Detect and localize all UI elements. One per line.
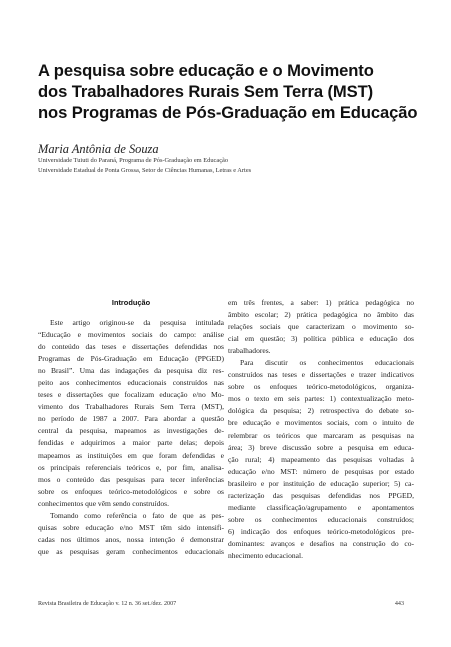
text-line: mediante classificação/agrupamento e apontamentos: [228, 502, 414, 512]
title-line: dos Trabalhadores Rurais Sem Terra (MST): [38, 82, 374, 101]
text-line: dominantes: avanços e desafios na construção do co-: [228, 538, 414, 548]
text-line: bre educação e movimentos sociais, com o intuito de: [228, 418, 414, 428]
text-line: mapeamos as instituições em que foram defendidas e: [38, 450, 224, 460]
text-line: sobre os conhecimentos educacionais construídos;: [228, 514, 414, 524]
text-line: racterização das pesquisas defendidas nos PPGED,: [228, 490, 414, 500]
text-line: construídos nas teses e dissertações e trazer indicativos: [228, 370, 414, 380]
text-line: vimento dos Trabalhadores Rurais Sem Terra (MST),: [38, 402, 224, 412]
text-line: 6) indicação dos enfoques teórico-metodológicos pre-: [228, 526, 414, 536]
text-line: do conteúdo das teses e dissertações defendidas nos: [38, 342, 224, 352]
text-line: no período de 1987 a 2007. Para abordar a questão: [38, 414, 224, 424]
text-line: no Brasil”. Uma das indagações da pesquisa diz res-: [38, 366, 224, 376]
text-line: os principais referenciais teóricos e, por fim, analisa-: [38, 462, 224, 472]
text-line: trabalhadores.: [228, 346, 271, 356]
body-column-left: [38, 297, 224, 558]
body-column-right: [228, 297, 414, 562]
text-line: brasileiro e por instituição de educação superior; 5) ca-: [228, 478, 414, 488]
text-line: dológica da pesquisa; 2) retrospectiva do debate so-: [228, 406, 414, 416]
text-line: conhecimentos que vêm sendo construídos.: [38, 498, 169, 508]
text-line: mos o conteúdo das pesquisas para tecer inferências: [38, 474, 224, 484]
text-line: relações sociais que caracterizam o movimento so-: [228, 322, 414, 332]
text-line: cial em questão; 3) política pública e educação dos: [228, 334, 414, 344]
text-line: cadas nos últimos anos, nossa intenção é demonstrar: [38, 534, 224, 544]
article-title: [38, 60, 428, 123]
section-heading: Introdução: [111, 298, 151, 307]
text-line: nhecimento educacional.: [228, 550, 304, 560]
text-line: sobre os enfoques teórico-metodológicos, organiza-: [228, 382, 414, 392]
text-line: quisas sobre educação e/no MST têm sido intensifi-: [38, 522, 224, 532]
text-line: mos o texto em seis partes: 1) contextualização meto-: [228, 394, 414, 404]
text-line: Este artigo originou-se da pesquisa intitulada: [50, 318, 224, 327]
journal-footer: Revista Brasileira de Educação v. 12 n. 36 set./dez. 2007: [38, 601, 177, 607]
text-line: ção rural; 4) mapeamento das pesquisas voltadas à: [228, 454, 414, 464]
title-line: A pesquisa sobre educação e o Movimento: [38, 61, 374, 80]
text-line: âmbito escolar; 2) prática pedagógica no âmbito das: [228, 310, 414, 320]
text-line: área; 3) breve discussão sobre a pesquisa em educa-: [228, 442, 414, 452]
text-line: Para discutir os conhecimentos educacionais: [240, 358, 414, 368]
page-number: 443: [394, 601, 404, 607]
text-line: em três frentes, a saber: 1) prática pedagógica no: [228, 298, 414, 307]
text-line: central da pesquisa, mapeamos as investigações de-: [38, 426, 224, 436]
text-line: teses e dissertações que focalizam educação e/no Mo-: [38, 390, 224, 400]
text-line: sobre os enfoques teórico-metodológicos e sobre os: [38, 486, 224, 496]
text-line: peito aos conhecimentos educacionais construídos nas: [38, 378, 224, 388]
affiliation: Universidade Estadual de Ponta Grossa, Setor de Ciências Humanas, Letras e Artes: [38, 167, 252, 174]
text-line: educação e/no MST: número de pesquisas por estado: [228, 466, 414, 476]
affiliation: Universidade Tuiuti do Paraná, Programa de Pós-Graduação em Educação: [38, 157, 229, 164]
text-line: Programas de Pós-Graduação em Educação (PPGED): [38, 354, 224, 364]
text-line: fendidas e adquirimos a maior parte delas; depois: [38, 438, 224, 448]
text-line: Tomando como referência o fato de que as pes-: [50, 510, 224, 520]
text-line: relembrar os teóricos que marcaram as pesquisas na: [228, 430, 414, 440]
text-line: que as pesquisas geram conhecimentos educacionais: [38, 546, 224, 556]
title-line: nos Programas de Pós-Graduação em Educação: [38, 103, 418, 122]
text-line: “Educação e movimentos sociais do campo: análise: [38, 330, 224, 340]
author-name: Maria Antônia de Souza: [38, 142, 159, 156]
